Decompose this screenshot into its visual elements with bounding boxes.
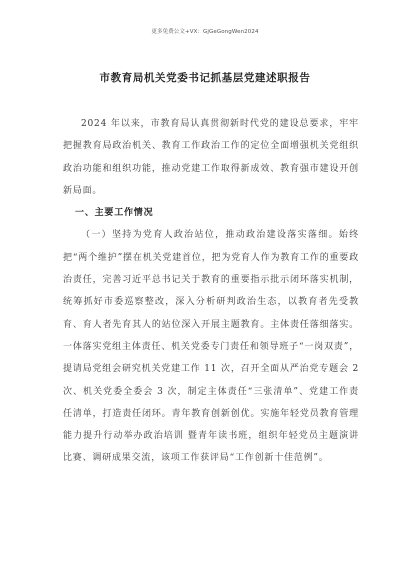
document-body: [63, 113, 359, 470]
section-1-paragraph: （一）坚持为党育人政治站位，推动政治建设落实落细。始终把“两个维护”摆在机关党建首位，把为党育人作为教育工作的重要政治责任，完善习近平总书记关于教育的重要指示批示闭环落实机制，统筹抓好市委巡察整改，深入分析研判政治生态，以教育者先受教育、育人者先育其人的站位深入开展主题教育。主体责任落细落实。一体落实党组主体责任、机关党委专门责任和领导班子“一岗双责”，提请局党组会研究机关党建工作 11 次，召开全面从严治党专题会 2 次、机关党委全委会 3 次，制定主体责任“三张清单”、党建工作责任清单，打造责任闭环。青年教育创新创优。实施年轻党员教育管理能力提升行动举办政治培训 暨青年读书班，组织年轻党员主题演讲比赛、调研成果交流，该项工作获评局“工作创新十佳范例”。: [63, 230, 359, 464]
header-note: 更多免费公文+VX：GjGeGongWen2024: [151, 29, 259, 35]
section-heading: 一、主要工作情况: [75, 208, 154, 219]
document-title: 市教育局机关党委书记抓基层党建述职报告: [99, 72, 311, 84]
intro-paragraph: 2024 年以来，市教育局认真贯彻新时代党的建设总要求，牢牢把握教育局政治机关、教育工作政治工作的定位全面增强机关党组织政治功能和组织功能，推动党建工作取得新成效、教育强市建设开创新局面。: [63, 119, 359, 196]
